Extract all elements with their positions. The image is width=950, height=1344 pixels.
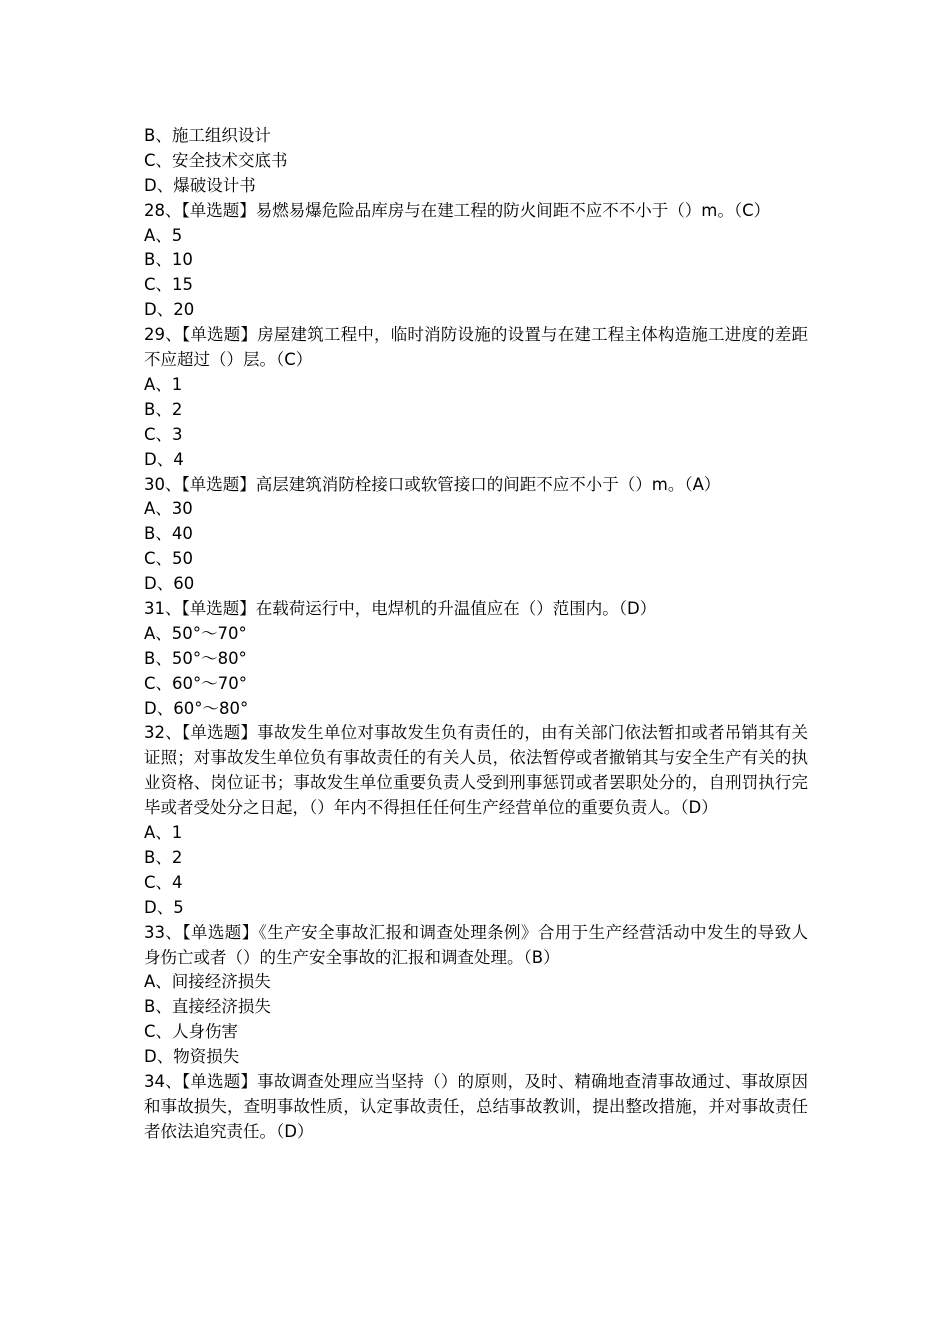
- option-line: D、5: [144, 897, 184, 917]
- option-line: A、1: [144, 374, 183, 394]
- question-text: 28、【单选题】易燃易爆危险品库房与在建工程的防火间距不应不不小于（）m。（C）: [144, 200, 771, 220]
- option-line: A、1: [144, 823, 183, 843]
- option-line: D、60: [144, 574, 195, 594]
- option-line: B、2: [144, 399, 183, 419]
- option-line: A、50°～70°: [144, 623, 247, 643]
- option-line: A、间接经济损失: [144, 972, 271, 992]
- option-line: C、人身伤害: [144, 1022, 239, 1042]
- option-line: B、直接经济损失: [144, 997, 271, 1017]
- option-line: C、3: [144, 424, 183, 444]
- option-line: D、爆破设计书: [144, 175, 256, 195]
- option-line: B、施工组织设计: [144, 126, 271, 145]
- question-text: 29、【单选题】房屋建筑工程中，临时消防设施的设置与在建工程主体构造施工进度的差距不应超过（）层。（C）: [144, 325, 808, 370]
- option-line: C、4: [144, 872, 183, 892]
- question-text: 34、【单选题】事故调查处理应当坚持（）的原则，及时、精确地查清事故通过、事故原因和事故损失，查明事故性质，认定事故责任，总结事故教训，提出整改措施，并对事故责任者依法追究责任。（D）: [144, 1072, 808, 1141]
- option-line: D、60°～80°: [144, 698, 249, 718]
- option-line: A、5: [144, 225, 183, 245]
- option-line: C、安全技术交底书: [144, 150, 288, 170]
- option-line: B、50°～80°: [144, 648, 247, 668]
- option-line: C、60°～70°: [144, 673, 248, 693]
- document-page: [144, 124, 808, 1145]
- option-line: C、50: [144, 549, 194, 569]
- question-text: 33、【单选题】《生产安全事故汇报和调查处理条例》合用于生产经营活动中发生的导致人身伤亡或者（）的生产安全事故的汇报和调查处理。（B）: [144, 922, 808, 967]
- question-text: 31、【单选题】在载荷运行中，电焊机的升温值应在（）范围内。（D）: [144, 598, 657, 618]
- option-line: B、10: [144, 250, 193, 270]
- option-line: D、4: [144, 449, 184, 469]
- question-text: 32、【单选题】事故发生单位对事故发生负有责任的，由有关部门依法暂扣或者吊销其有关证照；对事故发生单位负有事故责任的有关人员，依法暂停或者撤销其与安全生产有关的执业资格、岗位证书；事故发生单位重要负责人受到刑事惩罚或者罢职处分的，自刑罚执行完毕或者受处分之日起，（）年内不得担任任何生产经营单位的重要负责人。（D）: [144, 723, 808, 818]
- option-line: B、2: [144, 847, 183, 867]
- option-line: D、20: [144, 300, 195, 320]
- question-text: 30、【单选题】高层建筑消防栓接口或软管接口的间距不应不小于（）m。（A）: [144, 474, 721, 494]
- option-line: D、物资损失: [144, 1047, 240, 1067]
- option-line: C、15: [144, 275, 194, 295]
- option-line: B、40: [144, 524, 193, 544]
- option-line: A、30: [144, 499, 193, 519]
